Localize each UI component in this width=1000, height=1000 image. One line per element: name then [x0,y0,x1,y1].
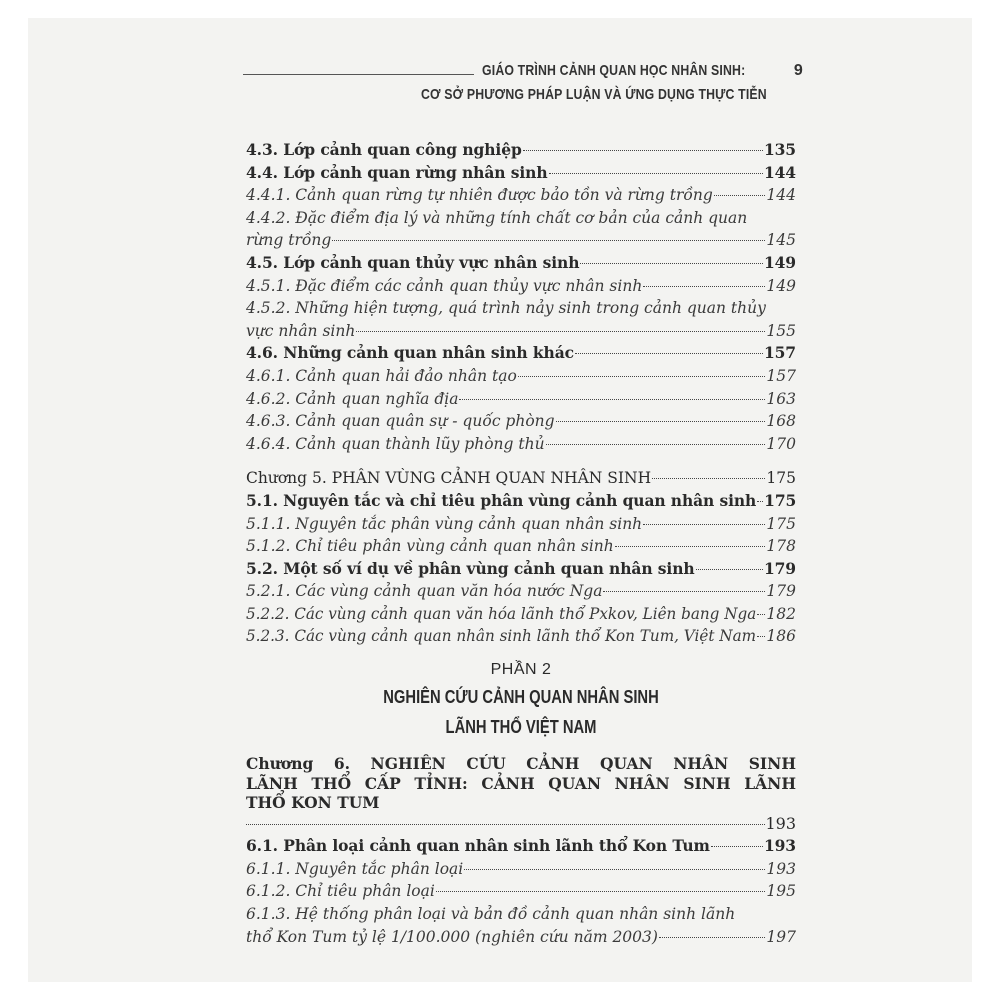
toc-entry [246,388,796,411]
toc-entry [246,320,796,343]
toc-chapter-entry [246,754,796,813]
toc-title-line2: LÃNH THỔ CẤP TỈNH: CẢNH QUAN NHÂN SINH LÃNH [246,773,796,793]
toc-page: 178 [766,537,796,556]
running-header [243,62,803,103]
toc-entry [246,858,796,881]
toc-entry [246,229,796,252]
toc-page: 168 [766,412,796,431]
dot-leader [696,569,763,570]
part-label: PHẦN 2 [490,661,552,679]
toc-entry [246,625,796,648]
dot-leader [615,546,766,547]
toc-title: Chương 5. PHÂN VÙNG CẢNH QUAN NHÂN SINH [246,469,652,488]
toc-title: 4.6. Những cảnh quan nhân sinh khác [246,343,574,363]
toc-entry [246,410,796,433]
toc-page: 149 [766,276,796,295]
dot-leader [652,478,765,479]
dot-leader [575,353,763,354]
toc-entry [246,275,796,298]
part-title-line2: LÃNH THỔ VIỆT NAM [445,717,597,738]
dot-leader [659,937,765,938]
part-title-line1: NGHIÊN CỨU CẢNH QUAN NHÂN SINH [383,687,659,708]
toc-page: 157 [766,366,796,385]
toc-title: 5.2.3. Các vùng cảnh quan nhân sinh lãnh thổ Kon Tum, Việt Nam [246,627,757,646]
toc-entry [246,184,796,207]
dot-leader [757,614,765,615]
dot-leader [643,524,765,525]
toc-title-line2: rừng trồng [246,231,332,250]
toc-title: 4.5.1. Đặc điểm các cảnh quan thủy vực nhân sinh [246,276,643,295]
toc-page: 175 [766,514,796,533]
toc-chapter-entry [246,467,796,490]
toc-page: 179 [766,582,796,601]
dot-leader [711,846,763,847]
toc-page: 163 [766,389,796,408]
toc-title: 4.6.2. Cảnh quan nghĩa địa [246,389,459,408]
toc-page: 144 [763,162,796,182]
dot-leader [356,331,765,332]
dot-leader [603,591,765,592]
toc-entry [246,365,796,388]
toc-entry [246,139,796,162]
toc-entry [246,835,796,858]
dot-leader [757,501,763,502]
toc-title-line2: vực nhân sinh [246,321,356,340]
toc-title-line1: 6.1.3. Hệ thống phân loại và bản đồ cảnh quan nhân sinh lãnh [246,904,736,923]
toc-entry [246,513,796,536]
toc-entry [246,603,796,626]
toc-title: 6.1.1. Nguyên tắc phân loại [246,859,464,878]
toc-page: 135 [763,140,796,159]
toc-title-line1: 4.4.2. Đặc điểm địa lý và những tính chất cơ bản của cảnh quan [246,208,748,227]
toc-title: 5.1.2. Chỉ tiêu phân vùng cảnh quan nhân sinh [246,537,614,556]
table-of-contents [246,139,796,948]
dot-leader [757,636,765,637]
toc-entry [246,558,796,581]
toc-entry-page-row [246,813,796,836]
toc-entry [246,880,796,903]
dot-leader [580,263,763,264]
toc-title: 5.2. Một số ví dụ về phân vùng cảnh quan nhân sinh [246,558,695,578]
toc-entry [246,580,796,603]
toc-page: 175 [766,469,796,488]
toc-page: 186 [766,627,796,646]
toc-title: 5.1.1. Nguyên tắc phân vùng cảnh quan nhân sinh [246,514,643,533]
dot-leader [546,444,766,445]
toc-title-line2: thổ Kon Tum tỷ lệ 1/100.000 (nghiên cứu năm 2003) [246,927,658,946]
toc-title: 6.1. Phân loại cảnh quan nhân sinh lãnh thổ Kon Tum [246,836,710,856]
toc-entry [246,926,796,949]
toc-title: 4.5. Lớp cảnh quan thủy vực nhân sinh [246,252,580,272]
dot-leader [549,173,763,174]
dot-leader [464,869,765,870]
toc-page: 179 [763,558,796,578]
header-title-line2: CƠ SỞ PHƯƠNG PHÁP LUẬN VÀ ỨNG DỤNG THỰC TIỄN [421,86,767,103]
toc-page: 193 [763,836,796,856]
toc-page: 195 [766,882,796,901]
toc-page: 197 [766,927,796,946]
toc-page: 175 [764,490,797,510]
toc-title: 4.6.3. Cảnh quan quân sự - quốc phòng [246,412,555,431]
toc-title-line3: THỔ KON TUM [246,793,380,813]
dot-leader [459,399,765,400]
dot-leader [556,421,766,422]
toc-page: 182 [766,604,796,623]
toc-entry [246,162,796,185]
toc-title-line1: Chương 6. NGHIÊN CỨU CẢNH QUAN NHÂN SINH [246,754,796,774]
toc-page: 157 [763,343,796,363]
toc-page: 144 [766,186,796,205]
page-number: 9 [793,62,803,79]
toc-title-line1: 4.5.2. Những hiện tượng, quá trình nảy sinh trong cảnh quan thủy [246,299,766,318]
toc-entry [246,252,796,275]
toc-page: 149 [763,252,796,272]
toc-entry [246,342,796,365]
toc-title: 5.1. Nguyên tắc và chỉ tiêu phân vùng cảnh quan nhân sinh [246,490,757,510]
toc-entry [246,490,796,513]
dot-leader [518,376,766,377]
toc-page: 155 [766,321,796,340]
toc-entry [246,433,796,456]
toc-page: 170 [766,434,796,453]
dot-leader [436,891,766,892]
book-page [28,18,972,982]
dot-leader [332,240,765,241]
toc-entry [246,535,796,558]
header-rule [243,74,474,75]
dot-leader [523,150,763,151]
toc-page: 145 [766,231,796,250]
toc-page: 193 [766,859,796,878]
part-heading [246,658,796,742]
toc-title: 6.1.2. Chỉ tiêu phân loại [246,882,435,901]
dot-leader [643,286,765,287]
toc-title: 5.2.2. Các vùng cảnh quan văn hóa lãnh thổ Pxkov, Liên bang Nga [246,604,757,623]
toc-title: 4.6.1. Cảnh quan hải đảo nhân tạo [246,366,517,385]
dot-leader [246,824,765,825]
toc-title: 4.4.1. Cảnh quan rừng tự nhiên được bảo tồn và rừng trồng [246,186,713,205]
toc-title: 4.3. Lớp cảnh quan công nghiệp [246,140,522,159]
header-title-line1: GIÁO TRÌNH CẢNH QUAN HỌC NHÂN SINH: [481,62,746,79]
toc-title: 5.2.1. Các vùng cảnh quan văn hóa nước Nga [246,582,603,601]
toc-title: 4.4. Lớp cảnh quan rừng nhân sinh [246,162,548,182]
dot-leader [714,195,766,196]
toc-title: 4.6.4. Cảnh quan thành lũy phòng thủ [246,434,545,453]
toc-page: 193 [765,813,796,833]
